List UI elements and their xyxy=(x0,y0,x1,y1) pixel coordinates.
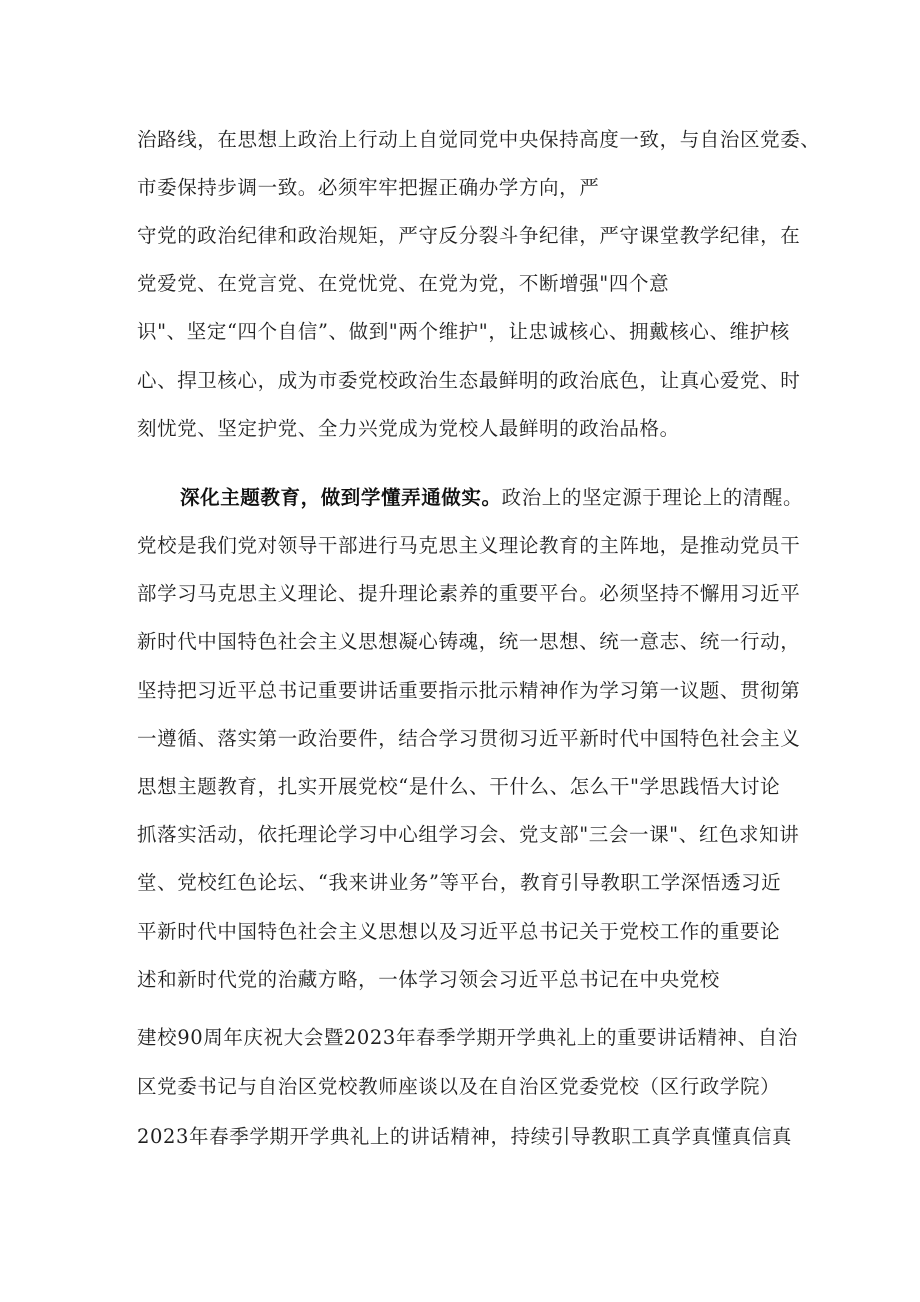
text-line: 堂、党校红色论坛、“我来讲业务”等平台，教育引导教职工学深悟透习近 xyxy=(137,871,782,894)
text-line: 2023年春季学期开学典礼上的讲话精神，持续引导教职工真学真懂真信真 xyxy=(137,1125,793,1148)
text-line: 坚持把习近平总书记重要讲话重要指示批示精神作为学习第一议题、贯彻第 xyxy=(137,679,801,702)
text-span: 政治上的坚定源于理论上的清醒。 xyxy=(501,486,804,509)
text-line: 刻忧党、坚定护党、全力兴党成为党校人最鲜明的政治品格。 xyxy=(137,417,680,440)
text-line: 党爱党、在党言党、在党忧党、在党为党，不断增强"四个意 xyxy=(137,272,670,295)
text-line: 一遵循、落实第一政治要件，结合学习贯彻习近平新时代中国特色社会主义 xyxy=(137,727,801,750)
text-line: 述和新时代党的治藏方略，一体学习领会习近平总书记在中央党校 xyxy=(137,968,720,991)
text-line: 治路线，在思想上政治上行动上自觉同党中央保持高度一致，与自治区党委、 xyxy=(137,128,821,151)
paragraph-heading-line xyxy=(180,486,803,510)
text-line: 市委保持步调一致。必须牢牢把握正确办学方向，严 xyxy=(137,176,600,199)
text-line: 部学习马克思主义理论、提升理论素养的重要平台。必须坚持不懈用习近平 xyxy=(137,582,801,605)
text-line: 区党委书记与自治区党校教师座谈以及在自治区党委党校（区行政学院） xyxy=(137,1075,781,1098)
text-line: 建校90周年庆祝大会暨2023年春季学期开学典礼上的重要讲话精神、自治 xyxy=(137,1026,798,1049)
text-line: 平新时代中国特色社会主义思想以及习近平总书记关于党校工作的重要论 xyxy=(137,920,781,943)
text-line: 党校是我们党对领导干部进行马克思主义理论教育的主阵地，是推动党员干 xyxy=(137,534,801,557)
text-line: 抓落实活动，依托理论学习中心组学习会、党支部"三会一课"、红色求知讲 xyxy=(137,823,800,846)
section-heading: 深化主题教育，做到学懂弄通做实。 xyxy=(180,486,502,509)
text-line: 新时代中国特色社会主义思想凝心铸魂，统一思想、统一意志、统一行动， xyxy=(137,630,801,653)
text-line: 思想主题教育，扎实开展党校“是什么、干什么、怎么干"学思践悟大讨论 xyxy=(137,775,781,798)
text-line: 识"、坚定“四个自信”、做到"两个维护"，让忠诚核心、拥戴核心、维护核 xyxy=(137,320,790,343)
text-line: 心、捍卫核心，成为市委党校政治生态最鲜明的政治底色，让真心爱党、时 xyxy=(137,369,801,392)
text-line: 守党的政治纪律和政治规矩，严守反分裂斗争纪律，严守课堂教学纪律，在 xyxy=(137,224,801,247)
